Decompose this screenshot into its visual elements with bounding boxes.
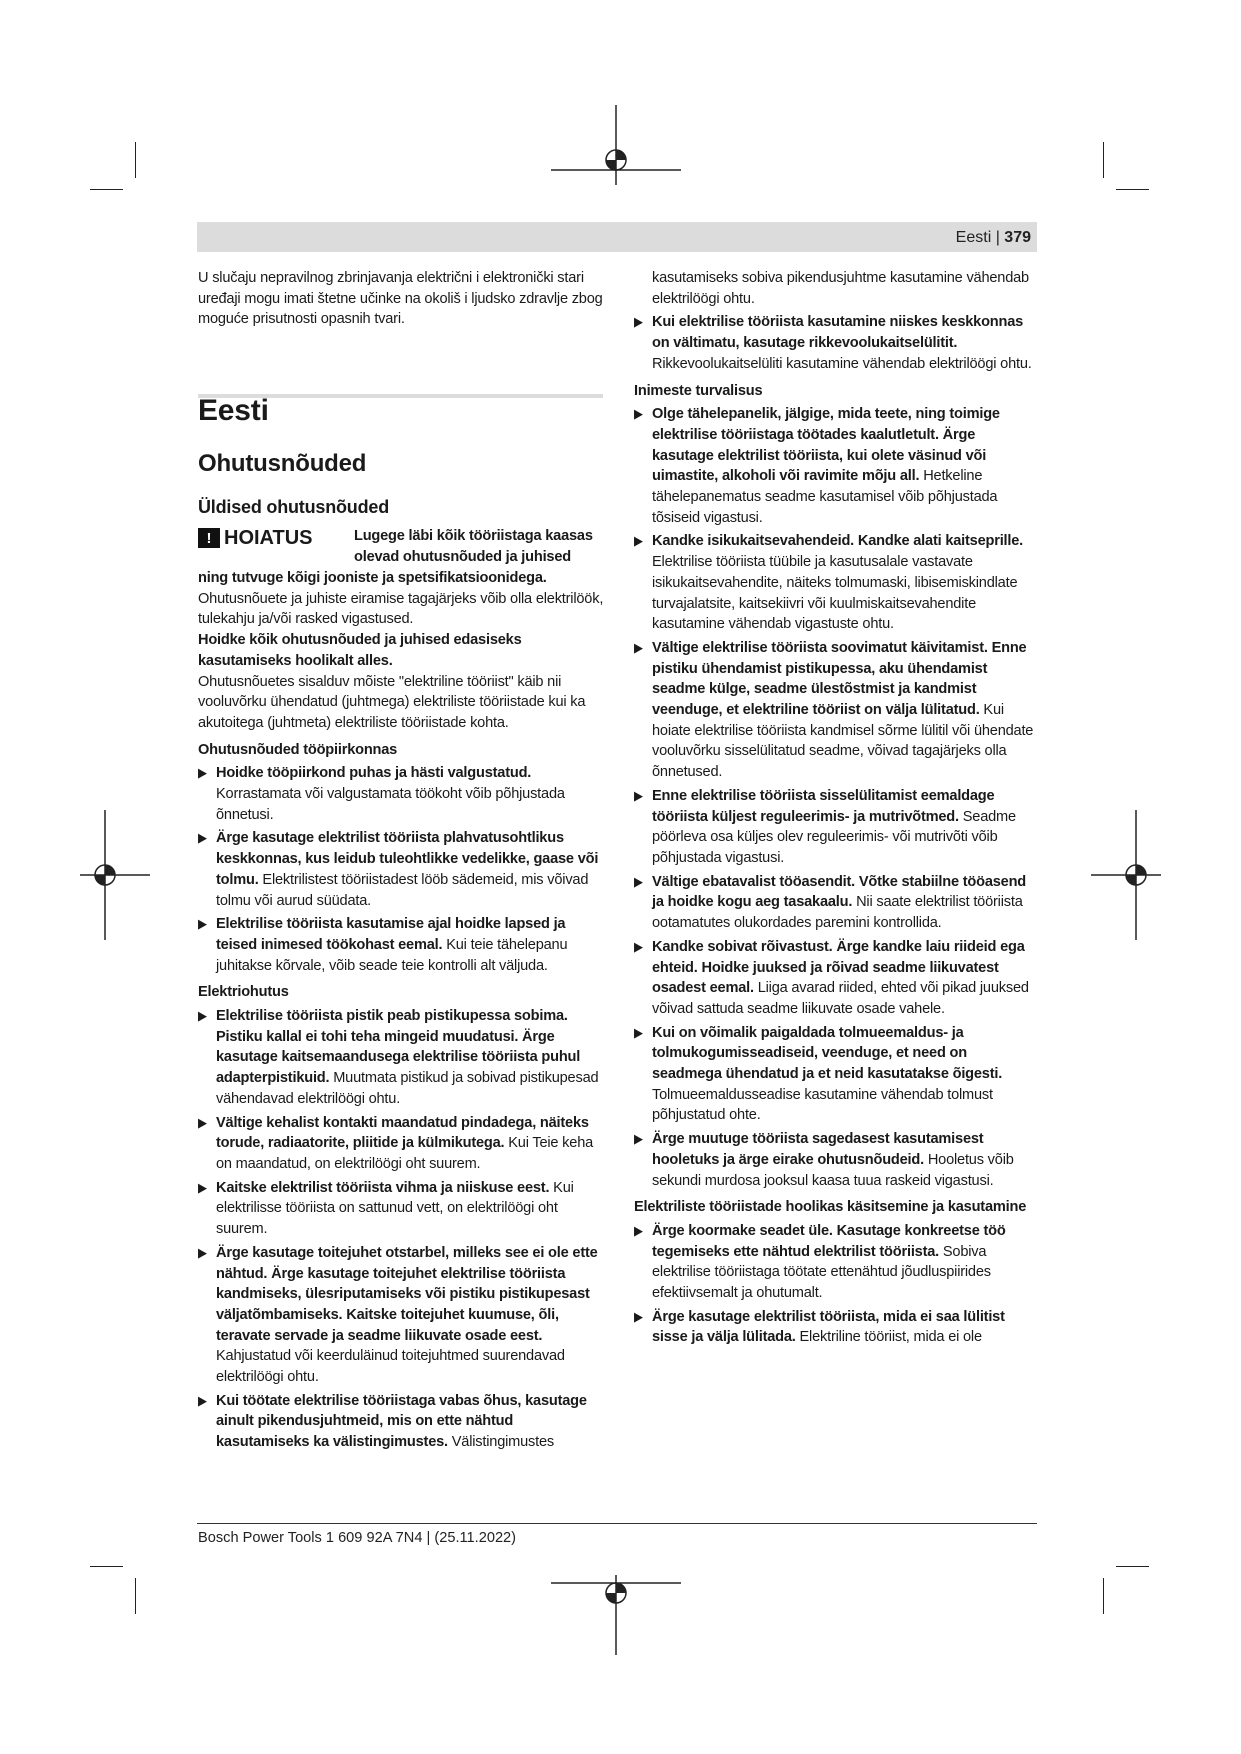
list-item-bold: Elektrilise tööriista kasutamise ajal hoidke lapsed ja teised inimesed töökohast eemal. xyxy=(216,916,566,953)
list-item xyxy=(634,937,1039,1020)
definition: Ohutusnõuetes sisalduv mõiste "elektriline tööriist" käib nii vooluvõrku ühendatud (juhtmega) elektriliste tööriistade kui ka akutoitega (juhtmeta) elektriliste tööriistade kohta. xyxy=(198,673,586,731)
list-item-bold: Hoidke tööpiirkond puhas ja hästi valgustatud. xyxy=(216,765,532,782)
list-item xyxy=(634,872,1039,934)
list-item xyxy=(634,1221,1039,1304)
list-item xyxy=(198,914,608,976)
list-item xyxy=(198,763,608,825)
bullet-triangle-icon: ▶ xyxy=(634,873,643,889)
crop-mark xyxy=(135,1578,136,1614)
list-item xyxy=(198,1178,608,1240)
bullet-triangle-icon: ▶ xyxy=(634,314,643,330)
bullet-triangle-icon: ▶ xyxy=(634,1308,643,1324)
list-item-bold: Vältige ebatavalist tööasendit. Võtke stabiilne tööasend ja hoidke kogu aeg tasakaalu. xyxy=(652,873,1027,911)
list-item xyxy=(634,1129,1039,1191)
list-item-text: Kui hoiate elektrilise tööriista kandmisel sõrme lülitil või ühendate vooluvõrku sisselülitatud seadme, võivad tagajärjeks olla õnnetused. xyxy=(652,702,1034,781)
bullet-triangle-icon: ▶ xyxy=(634,406,643,422)
footer: Bosch Power Tools 1 609 92A 7N4 | (25.11.2022) xyxy=(198,1530,517,1546)
footer-line xyxy=(197,1523,1037,1524)
electric-heading: Elektriohutus xyxy=(198,984,289,1001)
bullet-triangle-icon: ▶ xyxy=(198,916,207,932)
bullet-triangle-icon: ▶ xyxy=(634,639,643,655)
list-item-text: Hooletus võib sekundi murdosa jooksul kaasa tuua raskeid vigastusi. xyxy=(652,1151,1014,1189)
crop-mark xyxy=(135,142,136,178)
bullet-triangle-icon: ▶ xyxy=(198,830,207,846)
list-item-bold: Vältige elektrilise tööriista soovimatut käivitamist. Enne pistiku ühendamist pistikupessa, aku ühendamist seadme külge, seadme ülestõstmist ja kandmist veenduge, et elektriline tööriist on välja lülitatud. xyxy=(652,639,1027,719)
list-item xyxy=(634,531,1039,635)
list-item-text: Korrastamata või valgustamata töökoht võib põhjustada õnnetusi. xyxy=(216,786,565,823)
bullet-triangle-icon: ▶ xyxy=(198,1114,207,1130)
registration-mark xyxy=(551,105,681,185)
list-item-bold: Kandke sobivat rõivastust. Ärge kandke laiu riideid ega ehteid. Hoidke juuksed ja rõivad seadme liikuvatest osadest eemal. xyxy=(652,938,1025,997)
list-item-bold: Kandke isikukaitsevahendeid. Kandke alati kaitseprille. xyxy=(652,533,1024,550)
crop-mark xyxy=(90,1566,123,1567)
list-item xyxy=(634,786,1039,869)
list-item-bold: Ärge kasutage elektrilist tööriista plahvatusohtlikus keskkonnas, kus leidub tuleohtlikke vedelikke, gaase või tolmu. xyxy=(216,830,599,888)
list-item xyxy=(198,1006,608,1110)
list-item-text: Kui elektrilisse tööriista on sattunud vett, on elektrilöögi oht suurem. xyxy=(216,1179,574,1238)
disposal-note: U slučaju nepravilnog zbrinjavanja električni i elektronički stari uređaji mogu imati štetne učinke na okoliš i ljudsko zdravlje zbog moguće prisutnosti opasnih tvari. xyxy=(198,270,603,328)
tools-heading: Elektriliste tööriistade hoolikas käsitsemine ja kasutamine xyxy=(634,1199,1027,1216)
page-number: 379 xyxy=(1004,229,1031,246)
list-item-text: Kui teie tähelepanu juhitakse kõrvale, võib seade teie kontrolli alt väljuda. xyxy=(216,936,568,974)
bullet-triangle-icon: ▶ xyxy=(198,1179,207,1195)
list-item-text: Muutmata pistikud ja sobivad pistikupesad vähendavad elektrilöögi ohtu. xyxy=(216,1070,599,1107)
bullet-triangle-icon: ▶ xyxy=(198,1392,207,1408)
workplace-list xyxy=(198,763,608,976)
subsection-title: Üldised ohutusnõuded xyxy=(198,497,389,517)
list-item-bold: Kaitske elektrilist tööriista vihma ja niiskuse eest. xyxy=(216,1179,550,1196)
list-item-text: Liiga avarad riided, ehted või pikad juuksed võivad sattuda seadme liikuvate osade vahele. xyxy=(652,980,1029,1017)
bullet-triangle-icon: ▶ xyxy=(198,765,207,781)
list-item-bold: Ärge kasutage toitejuhet otstarbel, milleks see ei ole ette nähtud. Ärge kasutage toitejuhet elektrilise tööriista kandmiseks, ülesriputamiseks või pistiku pistikupesast väljatõmbamiseks. Kaitske toitejuhet kuumuse, õli, teravate servade ja seadme liikuvate osade eest. xyxy=(216,1244,598,1344)
list-item-bold: Vältige kehalist kontakti maandatud pindadega, näiteks torude, radiaatorite, pliitide ja külmikutega. xyxy=(216,1114,589,1152)
list-item-text: Elektrilistest tööriistadest lööb sädemeid, mis võivad tolmu või aurud süüdata. xyxy=(216,871,589,909)
list-item-text: Hetkeline tähelepanematus seadme kasutamisel võib põhjustada tõsiseid vigastusi. xyxy=(652,468,998,526)
list-item xyxy=(198,1243,608,1388)
electric-list-continued xyxy=(634,312,1039,374)
personal-heading: Inimeste turvalisus xyxy=(634,382,763,399)
list-item-text: Elektriline tööriist, mida ei ole xyxy=(795,1329,982,1346)
warning-label: ! HOIATUS xyxy=(198,528,313,549)
header-language: Eesti xyxy=(955,229,992,246)
header-bar xyxy=(197,222,1037,252)
list-item xyxy=(198,1113,608,1175)
list-item xyxy=(634,312,1039,374)
list-item-text: Sobiva elektrilise tööriistaga töötate ettenähtud jõudluspiirides efektiivsemalt ja ohutumalt. xyxy=(652,1243,991,1302)
registration-mark xyxy=(1091,810,1161,940)
workplace-heading: Ohutusnõuded tööpiirkonnas xyxy=(198,741,398,758)
bullet-triangle-icon: ▶ xyxy=(634,787,643,803)
keep-instructions: Hoidke kõik ohutusnõuded ja juhised edasiseks kasutamiseks hoolikalt alles. xyxy=(198,632,522,669)
warning-box xyxy=(198,526,608,568)
list-item-bold: Ärge muutuge tööriista sagedasest kasutamisest hooletuks ja ärge eirake ohutusnõudeid. xyxy=(652,1131,984,1168)
crop-mark xyxy=(90,189,123,190)
crop-mark xyxy=(1116,1566,1149,1567)
right-column xyxy=(634,268,1039,1348)
list-item xyxy=(634,1023,1039,1127)
bullet-triangle-icon: ▶ xyxy=(634,1024,643,1040)
list-item-text: Kui Teie keha on maandatud, on elektrilöögi oht suurem. xyxy=(216,1135,594,1172)
list-item-bold: Ärge kasutage elektrilist tööriista, mida ei saa lülitist sisse ja välja lülitada. xyxy=(652,1308,1005,1346)
list-item-text: Nii saate elektrilist tööriista ootamatutes olukordades paremini kontrollida. xyxy=(652,894,1023,932)
registration-mark xyxy=(551,1575,681,1655)
list-item xyxy=(198,828,608,911)
list-item-text: Kahjustatud või keerduläinud toitejuhtmed suurendavad elektrilöögi ohtu. xyxy=(216,1348,565,1386)
electric-list xyxy=(198,1006,608,1453)
list-item xyxy=(634,638,1039,783)
bullet-triangle-icon: ▶ xyxy=(634,1131,643,1147)
list-item-text: Välistingimustes xyxy=(447,1434,554,1451)
list-item-bold: Kui elektrilise tööriista kasutamine niiskes keskkonnas on vältimatu, kasutage rikkevoolukaitselülitit. xyxy=(652,314,1024,352)
warning-text-continued: ning tutvuge kõigi jooniste ja spetsifikatsioonidega. xyxy=(198,570,547,586)
bullet-triangle-icon: ▶ xyxy=(634,1222,643,1238)
registration-mark xyxy=(80,810,150,940)
tools-list xyxy=(634,1221,1039,1348)
language-title: Eesti xyxy=(198,394,269,427)
list-item-text: Seadme pöörleva osa küljes olev reguleerimis- või mutrivõti võib põhjustada vigastusi. xyxy=(652,808,1016,866)
list-item-text: Tolmueemaldusseadise kasutamine vähendab tolmust põhjustatud ohte. xyxy=(652,1086,993,1124)
warning-body: Ohutusnõuete ja juhiste eiramise tagajärjeks võib olla elektrilöök, tulekahju ja/või rasked vigastused. xyxy=(198,590,604,628)
left-column xyxy=(198,268,608,1453)
bullet-triangle-icon: ▶ xyxy=(198,1008,207,1024)
bullet-triangle-icon: ▶ xyxy=(634,533,643,549)
crop-mark xyxy=(1116,189,1149,190)
list-item xyxy=(634,404,1039,528)
list-item-text: Rikkevoolukaitselüliti kasutamine vähendab elektrilöögi ohtu. xyxy=(652,355,1032,372)
list-item xyxy=(198,1391,608,1453)
bullet-triangle-icon: ▶ xyxy=(634,938,643,954)
warning-text: Lugege läbi kõik tööriistaga kaasas olevad ohutusnõuded ja juhised xyxy=(354,528,593,565)
list-item-bold: Olge tähelepanelik, jälgige, mida teete, ning toimige elektrilise tööriistaga töötades kaalutletult. Ärge kasutage elektrilist tööriista, kui olete väsinud või uimastite, alkoholi või ravimite mõju all. xyxy=(652,406,1000,485)
list-item-text: Elektrilise tööriista tüübile ja kasutusalale vastavate isikukaitsevahendite, näiteks tolmumaski, libisemiskindlate turvajalatsite, kaitsekiivri või kuulmiskaitsevahendite kasutamine vähendab vigastuste ohtu. xyxy=(652,554,1018,633)
bullet-triangle-icon: ▶ xyxy=(198,1244,207,1260)
crop-mark xyxy=(1103,142,1104,178)
page-header: Eesti | 379 xyxy=(955,229,1031,246)
list-item xyxy=(634,1307,1039,1348)
list-item-bold: Enne elektrilise tööriista sisselülitamist eemaldage tööriista küljest reguleerimis- ja mutrivõtmed. xyxy=(652,787,995,825)
list-item-bold: Kui töötate elektrilise tööriistaga vabas õhus, kasutage ainult pikendusjuhtmeid, mis on ette nähtud kasutamiseks ka välistingimustes. xyxy=(216,1392,587,1451)
section-title: Ohutusnõuded xyxy=(198,450,367,477)
list-item-bold: Elektrilise tööriista pistik peab pistikupessa sobima. Pistiku kallal ei tohi teha mingeid muudatusi. Ärge kasutage kaitsemaandusega elektrilise tööriista puhul adapterpistikuid. xyxy=(216,1008,581,1087)
continued-text: kasutamiseks sobiva pikendusjuhtme kasutamine vähendab elektrilöögi ohtu. xyxy=(652,270,1029,307)
crop-mark xyxy=(1103,1578,1104,1614)
list-item-bold: Kui on võimalik paigaldada tolmueemaldus- ja tolmukogumisseadiseid, veenduge, et need on seadmega ühendatud ja et neid kasutatakse õigesti. xyxy=(652,1024,1003,1083)
personal-list xyxy=(634,404,1039,1191)
warning-icon xyxy=(198,528,220,548)
list-item-bold: Ärge koormake seadet üle. Kasutage konkreetse töö tegemiseks ette nähtud elektrilist tööriista. xyxy=(652,1222,1006,1260)
